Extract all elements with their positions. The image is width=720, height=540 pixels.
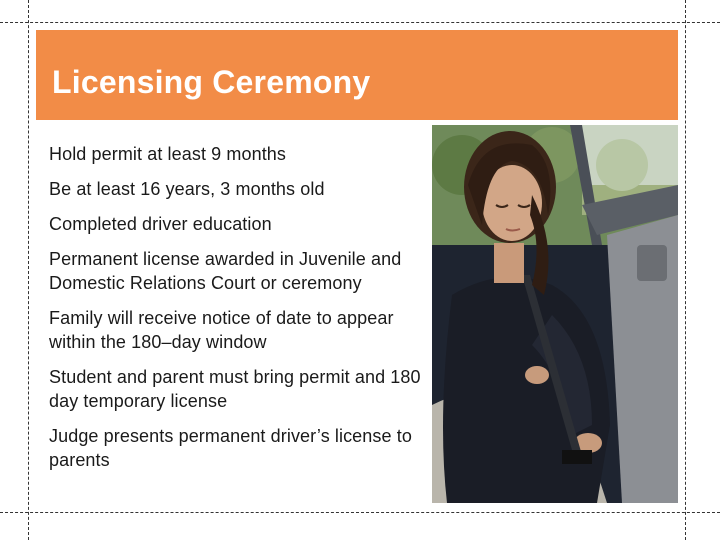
bullet-item: Student and parent must bring permit and 180 day temporary license [49,367,421,411]
car-seatbelt-photo [432,125,678,503]
guide-line-bottom [0,512,720,513]
bullet-list [49,142,424,483]
title-bar [36,30,678,120]
guide-line-top [0,22,720,23]
guide-line-left [28,0,29,540]
bullet-item: Family will receive notice of date to appear within the 180–day window [49,308,394,352]
guide-line-right [685,0,686,540]
bullet-item: Be at least 16 years, 3 months old [49,179,325,199]
bullet-item: Permanent license awarded in Juvenile and Domestic Relations Court or ceremony [49,249,402,293]
slide-title: Licensing Ceremony [52,64,371,100]
bullet-item: Hold permit at least 9 months [49,144,287,164]
bullet-item: Completed driver education [49,214,272,234]
bullet-item: Judge presents permanent driver’s license to parents [49,426,412,470]
